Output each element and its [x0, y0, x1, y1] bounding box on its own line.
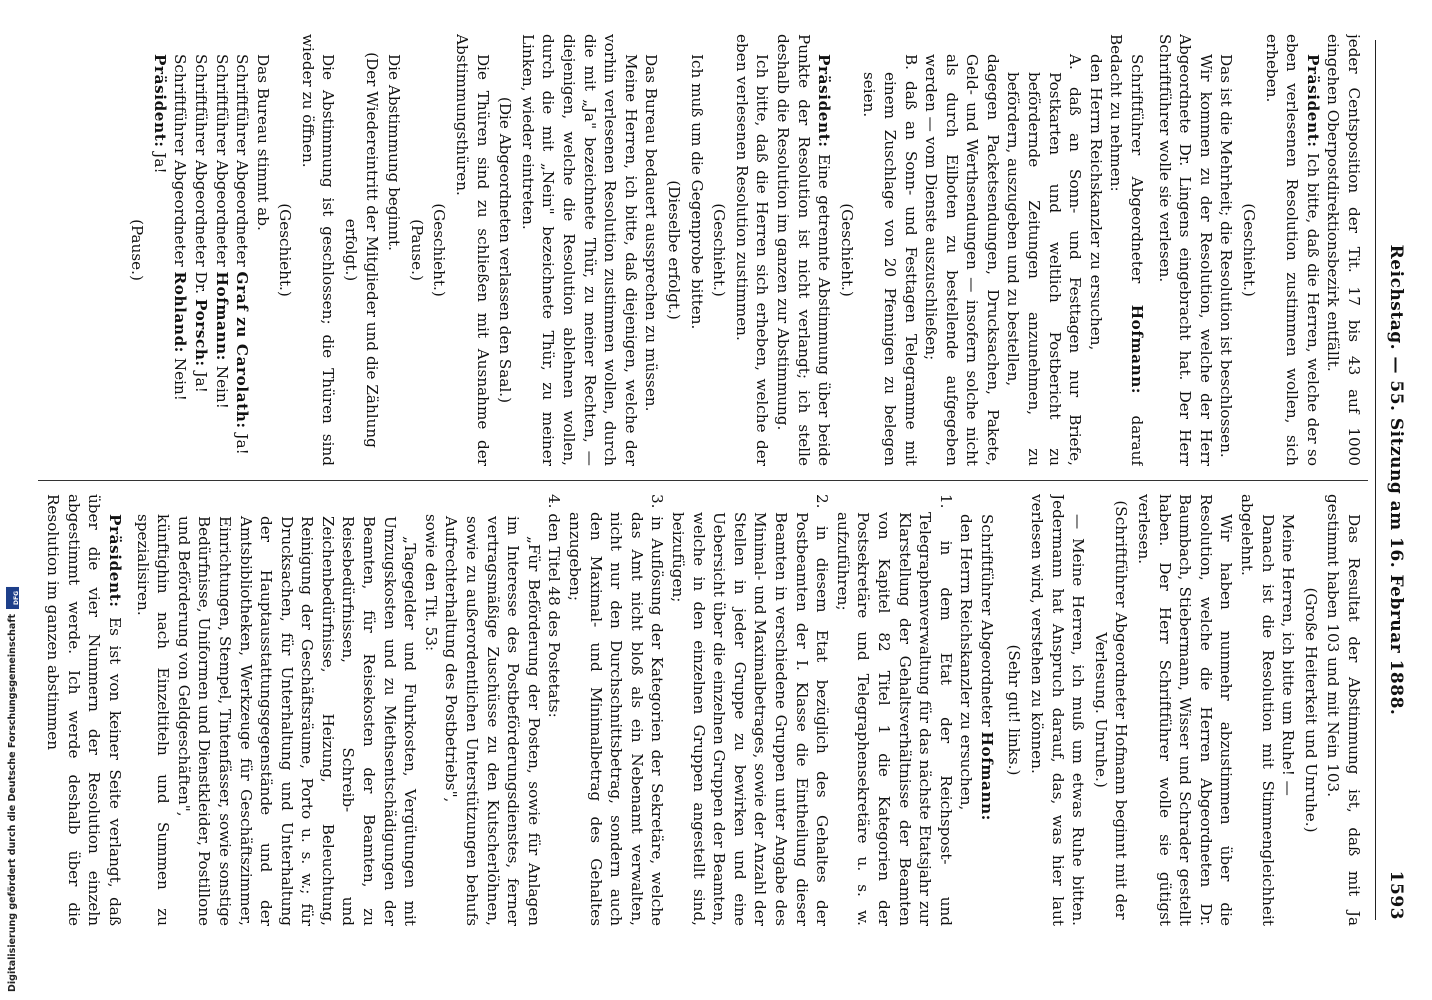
paragraph: Schriftführer Abgeordneter Rohland: Nein!	[171, 54, 190, 401]
paragraph: jeder Centsposition der Tit. 17 bis 43 auf 1000 eingehen Oberpostdirektionsbezirk entfällt.	[1324, 34, 1363, 466]
digitization-credit	[6, 587, 19, 992]
paragraph: Ich muß um die Gegenprobe bitten.	[687, 54, 706, 330]
paragraph: (Große Heiterkeit und Unruhe.)	[1301, 587, 1320, 833]
scanned-page	[20, 10, 1412, 950]
paragraph: (Geschieht.)	[710, 203, 729, 297]
paragraph: Präsident: Es ist von keiner Seite verlangt, daß über die vier Nummern der Resolution einzeln abgestimmt werde. Ich werde deshalb über die Resolution im ganzen abstimmen	[44, 494, 124, 926]
paragraph: Präsident: Ja!	[150, 54, 169, 174]
paragraph: Meine Herren, ich bitte um Ruhe! —	[1279, 514, 1298, 796]
running-head	[1376, 40, 1406, 920]
paragraph: sowie den Tit. 53:	[421, 514, 440, 652]
left-text-column	[44, 34, 1364, 466]
column-divider	[38, 480, 1368, 481]
paragraph: Das ist die Mehrheit; die Resolution ist beschlossen.	[1217, 54, 1236, 458]
paragraph: 4. den Titel 48 des Postetats:	[545, 494, 564, 718]
paragraph: — Meine Herren, ich muß um etwas Ruhe bitten. Jedermann hat Anspruch darauf, das, was hier laut verlesen wird, verstehen zu können.	[1028, 494, 1088, 926]
paragraph: „Für Beförderung der Posten, sowie für Anlagen im Interesse des Postbeförderungsdienstes, ferner vertragsmäßige Zuschüsse zu den Kutscherlöhnen, sowie zu außerordentlichen Unterstützungen behufs Aufrechterhaltung des Postbetriebs",	[442, 516, 543, 926]
page-number: 1593	[1386, 870, 1406, 920]
paragraph: (Sehr gut! links.)	[1005, 644, 1024, 776]
paragraph: Das Bureau stimmt ab.	[253, 54, 272, 231]
paragraph: Schriftführer Abgeordneter Dr. Porsch: Ja!	[191, 54, 210, 393]
paragraph: A. daß an Sonn- und Festtagen nur Briefe, Postkarten und weltlich Postbericht zu befördernde Zeitungen anzunehmen, zu befördern, auszugeben und zu bestellen,	[1004, 54, 1085, 466]
paragraph: dagegen Packetsendungen, Drucksachen, Pakete, Geld- und Werthsendungen — insofern solche nicht als durch Eilboten zu bestellende aufgegeben werden — vom Dienste auszuschließen;	[922, 54, 1002, 466]
paragraph: Präsident: Eine getrennte Abstimmung über beide Punkte der Resolution ist nicht verlangt; ich stelle deshalb die Resolution im ganzen zur Abstimmung.	[773, 34, 834, 466]
footer-text: Digitalisierung gefördert durch die Deutsche Forschungsgemeinschaft	[7, 614, 18, 992]
paragraph: Wir haben nunmehr abzustimmen über die Resolution, welche die Herren Abgeordneten Dr. Baumbach, Stiebermann, Wisser und Schrader gestellt haben. Der Herr Schriftführer wolle sie gütigst verlesen.	[1135, 494, 1236, 926]
paragraph: den Herrn Reichskanzler zu ersuchen,	[1086, 54, 1105, 351]
paragraph: „Tagegelder und Fuhrkosten, Vergütungen mit Umzugskosten und zu Miethsentschädigungen der Beamten, für Reisekosten der Beamten, zu Reisebedürfnissen, Schreib- und Zeichenbedürfnisse, Heizung, Beleuchtung, Reinigung der Geschäftsräume, Porto u. s. w.; für Drucksachen, für Unterhaltung und Unterhaltung der Hauptausstattungsgegenstände und der Amtsbibliotheken, Werkzeuge für Geschäftszimmer, Einrichtungen, Stempel, Tintenfässer, sowie sonstige Bedürfnisse, Uniformen und Dienstkleider, Postillone und Beförderung von Geldgeschäften",	[174, 516, 420, 926]
running-title: Reichstag. — 55. Sitzung am 16. Februar 1888.	[1386, 244, 1406, 716]
paragraph: Die Abstimmung ist geschlossen; die Thüren sind wieder zu öffnen.	[298, 34, 338, 466]
paragraph: (Pause.)	[128, 219, 147, 281]
paragraph: (Pause.)	[407, 219, 426, 281]
paragraph: Danach ist die Resolution mit Stimmengleichheit abgelehnt.	[1238, 494, 1277, 926]
paragraph: Die Abstimmung beginnt.	[385, 54, 404, 251]
paragraph: (Geschieht.)	[837, 203, 856, 297]
paragraph: (Geschieht.)	[430, 203, 449, 297]
paragraph: (Geschieht.)	[1240, 203, 1259, 297]
paragraph: Schriftführer Abgeordneter Graf zu Carolath: Ja!	[233, 54, 252, 455]
paragraph: 2. in diesem Etat bezüglich des Gehaltes der Postbeamten der I. Klasse die Eintheilung dieser Beamten in verschiedene Gruppen unter Angabe des Minimal- und Maximalbetrages, sowie der Anzahl der Stellen in jeder Gruppe zu bewirken und eine Uebersicht über die einzelnen Gruppen der Beamten, welche in den einzelnen Gruppen angestellt sind, beizufügen;	[669, 494, 832, 926]
paragraph: Schriftführer Abgeordneter Hofmann: darauf Bedacht zu nehmen:	[1107, 34, 1147, 466]
paragraph: Ich bitte, daß die Herren sich erheben, welche der eben verlesenen Resolution zustimmen.	[732, 34, 772, 466]
paragraph: Schriftführer Abgeordneter Hofmann: Nein!	[212, 54, 231, 409]
right-text-column	[44, 494, 1364, 926]
paragraph: 1. in dem Etat der Reichspost- und Telegraphenverwaltung für das nächste Etatsjahr zur Klarstellung der Gehaltsverhältnisse der Beamten von Kapitel 82 Titel 1 die Kategorien der Postsekretäre und Telegraphensekretäre u. s. w. aufzuführen;	[833, 494, 955, 926]
paragraph: Wir kommen zu der Resolution, welche der Herr Abgeordnete Dr. Lingens eingebracht hat. Der Herr Schriftführer wolle sie verlesen.	[1155, 34, 1215, 466]
paragraph: (Der Wiedereintritt der Mitglieder und die Zählung erfolgt.)	[342, 52, 381, 448]
dfg-logo-icon: DFG	[6, 587, 19, 609]
paragraph: Schriftführer Abgeordneter Hofmann:	[977, 514, 996, 821]
paragraph: Das Resultat der Abstimmung ist, daß mit Ja gestimmt haben 103 und mit Nein 103.	[1324, 494, 1363, 926]
paragraph: (Geschieht.)	[276, 203, 295, 297]
paragraph: 3. in Auflösung der Kategorien der Sekretäre, welche das Amt nicht bloß als ein Nebenamt verwalten, nicht nur den Durchschnittsbetrag, sondern auch den Maximal- und Minimalbetrag des Gehaltes anzugeben;	[566, 494, 667, 926]
paragraph: Präsident: Ich bitte, daß die Herren, welche der so eben verlesenen Resolution zustimmen wollen, sich erheben.	[1262, 34, 1322, 466]
paragraph: (Dieselbe erfolgt.)	[665, 180, 683, 320]
paragraph: Meine Herren, ich bitte, daß diejenigen, welche der vorhin verlesenen Resolution zustimmen wollen, durch die mit „Ja" bezeichnete Thür, zu meiner Rechten, — diejenigen, welche die Resolution ablehnen wollen, durch die mit „Nein" bezeichnete Thür, zu meiner Linken, wieder eintreten.	[518, 34, 640, 466]
paragraph: B. daß an Sonn- und Festtagen Telegramme mit einem Zuschlage von 20 Pfennigen zu belegen seien.	[860, 54, 920, 466]
paragraph: den Herrn Reichskanzler zu ersuchen,	[957, 514, 976, 811]
header-rule	[1375, 40, 1376, 920]
paragraph: künftighin nach Einzeltiteln und Summen zu spezialisiren.	[133, 514, 173, 926]
paragraph: Das Bureau bedauert aussprechen zu müssen.	[642, 54, 661, 412]
paragraph: (Die Abgeordneten verlassen den Saal.)	[496, 96, 515, 404]
paragraph: Die Thüren sind zu schließen mit Ausnahme der Abstimmungsthüren.	[453, 34, 492, 466]
paragraph: (Schriftführer Abgeordneter Hofmann beginnt mit der Verlesung. Unruhe.)	[1091, 500, 1131, 920]
